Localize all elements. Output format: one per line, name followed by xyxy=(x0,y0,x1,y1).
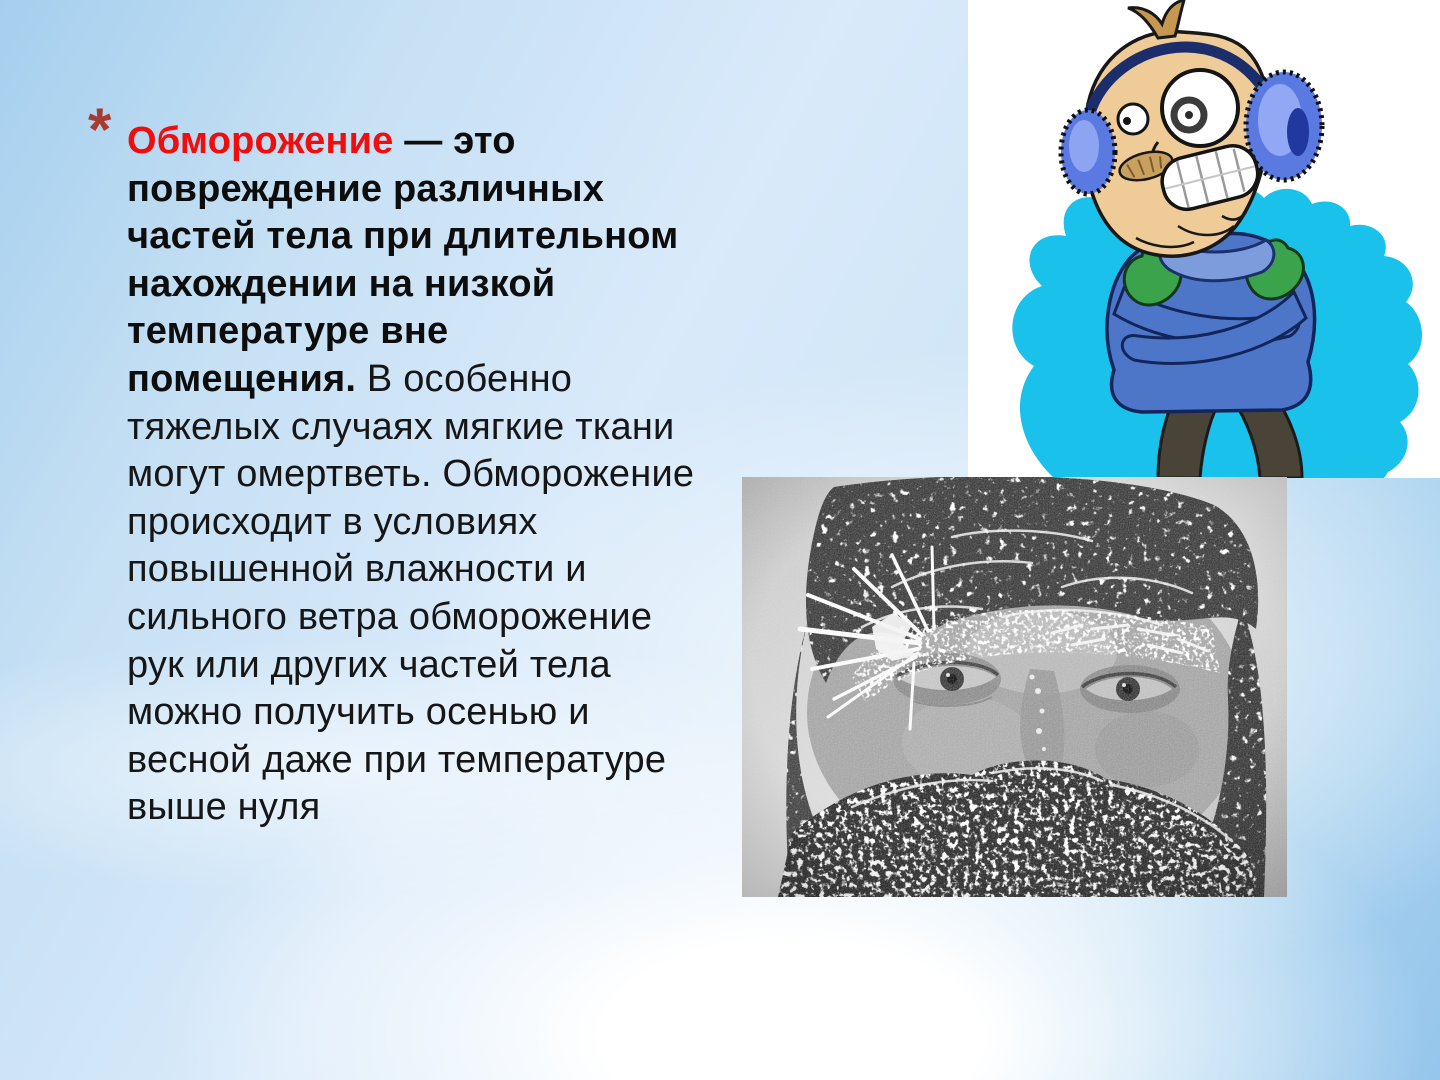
text-segment: Обморожение xyxy=(127,120,394,162)
text-segment: происходит в условиях xyxy=(127,500,538,543)
text-line xyxy=(127,308,772,356)
text-line xyxy=(127,642,772,690)
text-line xyxy=(127,213,772,261)
text-line xyxy=(127,356,772,404)
text-line xyxy=(127,451,772,499)
text-segment: весной даже при температуре xyxy=(127,738,667,781)
bullet-asterisk: * xyxy=(88,96,112,163)
text-segment: повышенной влажности и xyxy=(127,548,587,591)
text-segment: могут омертветь. Обморожение xyxy=(127,453,695,496)
text-segment: рук или других частей тела xyxy=(127,643,611,686)
text-segment: повреждение различных xyxy=(127,167,605,210)
text-segment: нахождении на низкой xyxy=(127,262,556,305)
frost-face-photo-svg xyxy=(742,477,1287,897)
definition-paragraph xyxy=(127,118,772,832)
text-line xyxy=(127,737,772,785)
text-line xyxy=(127,404,772,452)
text-line xyxy=(127,689,772,737)
text-line xyxy=(127,499,772,547)
text-line xyxy=(127,546,772,594)
text-segment: выше нуля xyxy=(127,786,321,829)
text-segment: частей тела при длительном xyxy=(127,215,679,258)
text-line xyxy=(127,784,772,832)
cartoon-shivering-man-svg xyxy=(968,0,1440,478)
text-segment: помещения. xyxy=(127,357,357,400)
text-line xyxy=(127,166,772,214)
text-segment: можно получить осенью и xyxy=(127,691,590,734)
cartoon-shivering-man-illustration xyxy=(968,0,1440,478)
text-segment: температуре вне xyxy=(127,310,449,353)
text-segment: тяжелых случаях мягкие ткани xyxy=(127,405,675,448)
text-segment: — это xyxy=(393,120,516,162)
text-segment: сильного ветра обморожение xyxy=(127,595,653,638)
text-segment: В особенно xyxy=(356,357,573,400)
text-line xyxy=(127,261,772,309)
frost-covered-face-photo xyxy=(742,477,1287,897)
text-line xyxy=(127,118,772,166)
text-line xyxy=(127,594,772,642)
